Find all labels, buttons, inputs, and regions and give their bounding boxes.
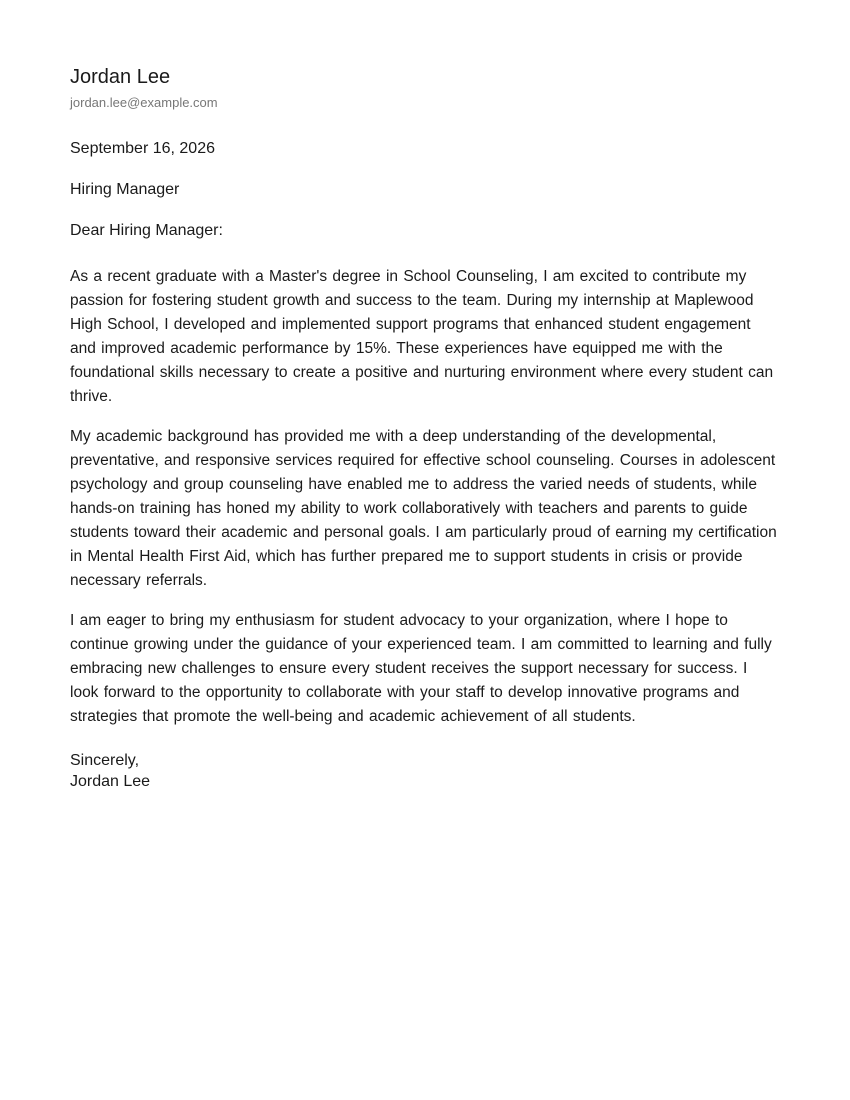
body-paragraph: My academic background has provided me with a deep understanding of the developmental, preventative, and responsive services required for effective school counseling. Courses in adolescent psychology and group counseling have enabled me to address the varied needs of students, while hands-on training has honed my ability to work collaboratively with teachers and parents to guide students toward their academic and personal goals. I am particularly proud of earning my certification in Mental Health First Aid, which has further prepared me to support students in crisis or provide necessary referrals.: [70, 428, 777, 589]
sender-name: Jordan Lee: [70, 66, 171, 88]
letter-body: [70, 265, 780, 729]
cover-letter: [70, 64, 780, 792]
signature-name: Jordan Lee: [70, 773, 151, 790]
closing-phrase: Sincerely,: [70, 752, 140, 769]
letter-date: September 16, 2026: [70, 140, 215, 157]
letter-closing: [70, 750, 780, 792]
body-paragraph: I am eager to bring my enthusiasm for student advocacy to your organization, where I hope to continue growing under the guidance of your experienced team. I am committed to learning and fully embracing new challenges to ensure every student receives the support necessary for success. I look forward to the opportunity to collaborate with your staff to develop innovative programs and strategies that promote the well-being and academic achievement of all students.: [70, 612, 772, 725]
salutation: Dear Hiring Manager:: [70, 222, 223, 239]
letter-header: [70, 64, 780, 112]
recipient: Hiring Manager: [70, 181, 180, 198]
sender-email: jordan.lee@example.com: [70, 95, 218, 110]
body-paragraph: As a recent graduate with a Master's degree in School Counseling, I am excited to contribute my passion for fostering student growth and success to the team. During my internship at Maplewood High School, I developed and implemented support programs that enhanced student engagement and improved academic performance by 15%. These experiences have equipped me with the foundational skills necessary to create a positive and nurturing environment where every student can thrive.: [70, 268, 774, 405]
